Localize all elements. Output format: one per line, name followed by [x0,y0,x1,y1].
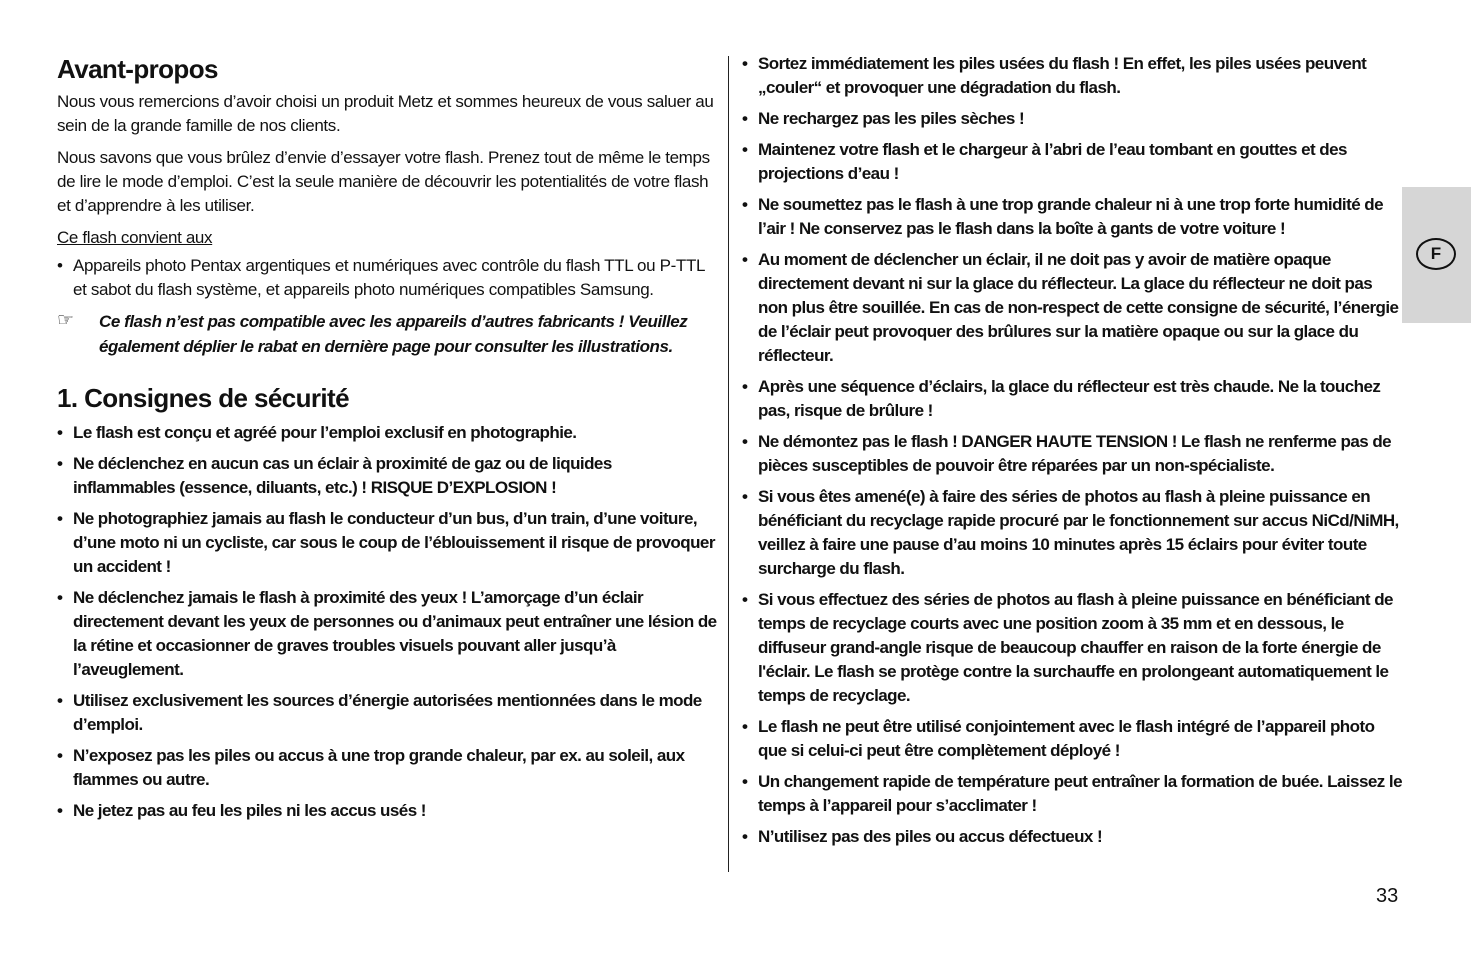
list-item: • Ne soumettez pas le flash à une trop grande chaleur ni à une trop forte humidité de l’air ! Ne conservez pas le flash dans la boîte à gants de votre voiture ! [742,193,1402,241]
column-divider [728,56,729,872]
intro-paragraph: Nous savons que vous brûlez d’envie d’essayer votre flash. Prenez tout de même le temps de lire le mode d’emploi. C’est la seule manière de découvrir les potentialités de votre flash et d’apprendre à les utiliser. [57,148,710,215]
list-item: • Sortez immédiatement les piles usées du flash ! En effet, les piles usées peuvent „couler“ et provoquer une dégradation du flash. [742,52,1402,100]
suitable-heading: Ce flash convient aux [57,228,213,247]
list-item: • Si vous êtes amené(e) à faire des séries de photos au flash à pleine puissance en bénéficiant du recyclage rapide procuré par le fonctionnement sur accus NiCd/NiMH, veillez à faire une pause d’au moins 10 minutes après 15 éclairs pour éviter toute surcharge du flash. [742,485,1402,581]
list-item: • Ne démontez pas le flash ! DANGER HAUTE TENSION ! Le flash ne renferme pas de pièces susceptibles de pouvoir être réparées par un non-spécialiste. [742,430,1402,478]
left-column [57,52,717,830]
language-badge: F [1416,238,1456,270]
list-item: • Ne rechargez pas les piles sèches ! [742,107,1402,131]
compatibility-note [57,309,717,359]
list-item: • Ne photographiez jamais au flash le conducteur d’un bus, d’un train, d’une voiture, d’une moto ni un cycliste, car sous le coup de l’éblouissement il risque de provoquer un accident ! [57,507,717,579]
list-item: • Maintenez votre flash et le chargeur à l’abri de l’eau tombant en gouttes et des projections d’eau ! [742,138,1402,186]
list-item: • N’exposez pas les piles ou accus à une trop grande chaleur, par ex. au soleil, aux flammes ou autre. [57,744,717,792]
list-item: • Au moment de déclencher un éclair, il ne doit pas y avoir de matière opaque directement devant ni sur la glace du réflecteur. La glace du réflecteur ne doit pas non plus être souillée. En cas de non-respect de cette consigne de sécurité, l’énergie de l’éclair peut provoquer des brûlures sur la matière opaque ou sur la glace du réflecteur. [742,248,1402,368]
intro-title: Avant-propos [57,54,218,84]
safety-list-right [742,52,1402,849]
note-text: Ce flash n’est pas compatible avec les appareils d’autres fabricants ! Veuillez également déplier le rabat en dernière page pour consulter les illustrations. [99,312,688,356]
pointing-hand-icon: ☞ [57,310,74,331]
right-column [742,52,1402,856]
list-item: • Après une séquence d’éclairs, la glace du réflecteur est très chaude. Ne la touchez pas, risque de brûlure ! [742,375,1402,423]
list-item: • Si vous effectuez des séries de photos au flash à pleine puissance en bénéficiant de temps de recyclage courts avec une position zoom à 35 mm et en dessous, le diffuseur grand-angle risque de beaucoup chauffer en raison de la forte énergie de l'éclair. Le flash se protège contre la surchauffe en prolongeant automatiquement le temps de recyclage. [742,588,1402,708]
suitable-list [57,254,717,302]
page-number: 33 [1376,885,1399,907]
list-item: • Ne jetez pas au feu les piles ni les accus usés ! [57,799,717,823]
safety-list-left [57,421,717,823]
list-item: • Utilisez exclusivement les sources d’énergie autorisées mentionnées dans le mode d’emploi. [57,689,717,737]
list-item: • Appareils photo Pentax argentiques et numériques avec contrôle du flash TTL ou P-TTL et sabot du flash système, et appareils photo numériques compatibles Samsung. [57,254,717,302]
list-item: • Le flash est conçu et agréé pour l’emploi exclusif en photographie. [57,421,717,445]
list-item: • Ne déclenchez jamais le flash à proximité des yeux ! L’amorçage d’un éclair directement devant les yeux de personnes ou d’animaux peut entraîner une lésion de la rétine et occasionner de graves troubles visuels pouvant aller jusqu’à l’aveuglement. [57,586,717,682]
list-item: • Le flash ne peut être utilisé conjointement avec le flash intégré de l’appareil photo que si celui-ci peut être complètement déployé ! [742,715,1402,763]
list-item: • N’utilisez pas des piles ou accus défectueux ! [742,825,1402,849]
language-tab [1402,187,1471,323]
list-item: • Un changement rapide de température peut entraîner la formation de buée. Laissez le temps à l’appareil pour s’acclimater ! [742,770,1402,818]
intro-paragraph: Nous vous remercions d’avoir choisi un produit Metz et sommes heureux de vous saluer au sein de la grande famille de nos clients. [57,92,714,135]
section-title: 1. Consignes de sécurité [57,383,349,413]
list-item: • Ne déclenchez en aucun cas un éclair à proximité de gaz ou de liquides inflammables (essence, diluants, etc.) ! RISQUE D’EXPLOSION ! [57,452,717,500]
